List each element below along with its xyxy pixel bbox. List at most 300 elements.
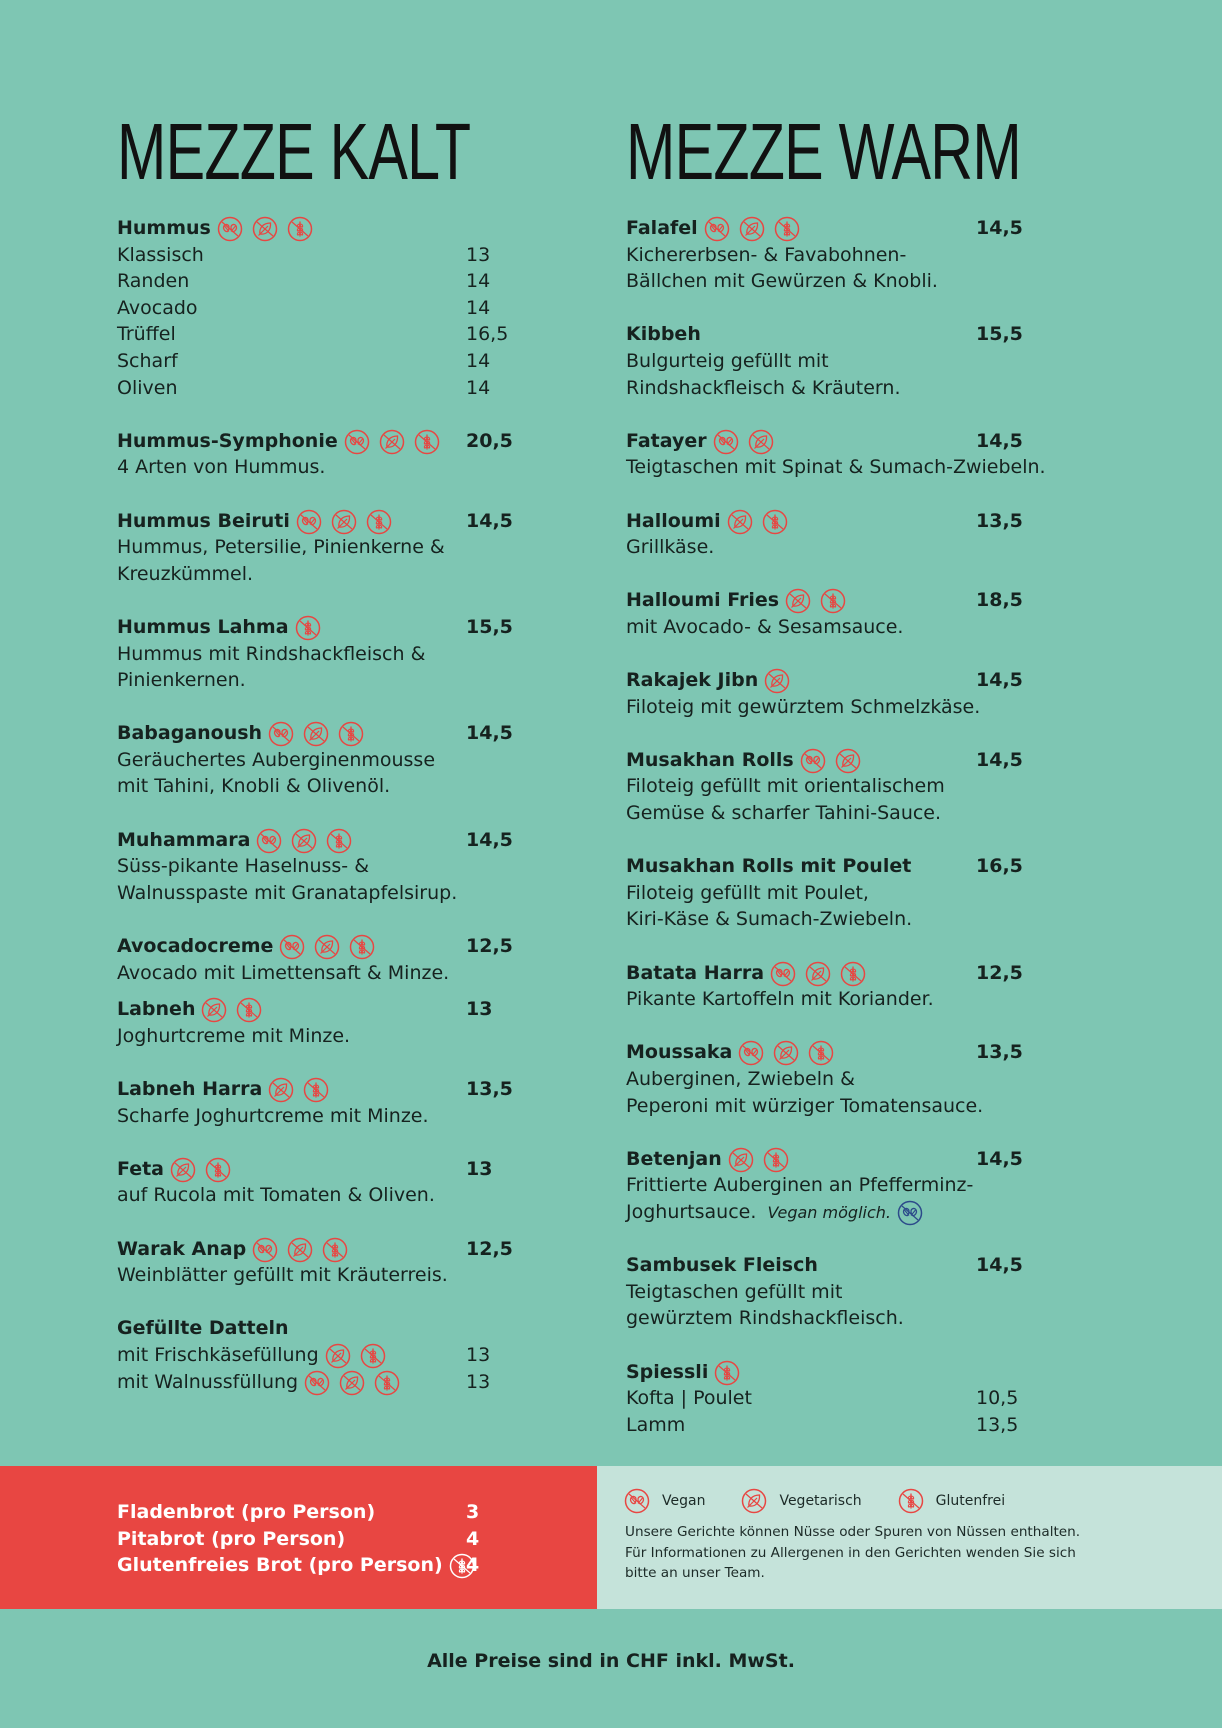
item-price: 14,5	[976, 669, 1023, 692]
item-price: 13	[466, 998, 493, 1021]
allergen-info	[625, 1522, 1205, 1584]
item-name: Falafel	[626, 217, 698, 239]
vegetarian-icon	[773, 1040, 799, 1066]
item-header-row	[626, 1146, 1096, 1173]
variant-label: mit Walnussfüllung	[117, 1370, 299, 1393]
item-price: 20,5	[466, 429, 513, 452]
item-name: Labneh	[117, 998, 196, 1021]
bread-label: Pitabrot (pro Person)	[117, 1527, 346, 1550]
description-line: Hummus, Petersilie, Pinienkerne &	[117, 536, 445, 559]
item-name: Batata Harra	[626, 961, 765, 984]
bread-list	[117, 1499, 567, 1579]
item-variant	[117, 1369, 517, 1396]
item-header-row	[626, 1039, 1096, 1066]
menu-item	[117, 428, 517, 481]
vegan-icon	[296, 509, 322, 535]
item-description	[626, 454, 1096, 481]
item-price: 12,5	[466, 1237, 513, 1260]
vegan-possible-note: Vegan möglich.	[762, 1202, 891, 1222]
variant-label: Scharf	[117, 349, 178, 372]
variant-label: Avocado	[117, 296, 198, 319]
variant-label: Klassisch	[117, 243, 204, 266]
item-price: 18,5	[976, 589, 1023, 612]
item-variant	[117, 1342, 517, 1369]
item-name: Musakhan Rolls mit Poulet	[626, 855, 912, 878]
vegan-icon	[217, 216, 243, 242]
item-description	[117, 853, 517, 880]
description-line: Auberginen, Zwiebeln &	[626, 1068, 855, 1090]
diet-icons	[764, 667, 799, 694]
item-price: 14,5	[466, 722, 513, 745]
gluten-free-icon	[349, 934, 375, 960]
gluten-free-icon	[322, 1237, 348, 1263]
item-name: Avocadocreme	[117, 935, 274, 958]
item-header-row	[117, 1156, 517, 1183]
diet-icons	[704, 215, 809, 242]
variant-label: mit Frischkäsefüllung	[117, 1343, 319, 1366]
vegan-icon	[713, 429, 739, 455]
item-description	[626, 1199, 1096, 1226]
item-price: 14,5	[466, 828, 513, 851]
description-line: 4 Arten von Hummus.	[117, 456, 326, 479]
gluten-free-icon	[303, 1077, 329, 1103]
variant-label: Oliven	[117, 376, 178, 399]
variant-price: 13	[466, 243, 491, 266]
variant-price: 13	[466, 1343, 491, 1366]
vegetarian-icon	[835, 748, 861, 774]
description-line: Rindshackfleisch & Kräutern.	[626, 376, 901, 399]
vegetarian-icon	[331, 509, 357, 535]
item-name: Betenjan	[626, 1147, 722, 1170]
item-header-row	[626, 587, 1096, 614]
diet-icons	[770, 960, 875, 987]
vegan-icon	[800, 748, 826, 774]
vegetarian-icon	[268, 1077, 294, 1103]
diet-icons	[217, 215, 322, 242]
gluten-free-icon	[762, 509, 788, 535]
vegetarian-icon	[785, 588, 811, 614]
variant-price: 13	[466, 1370, 491, 1393]
item-price: 15,5	[466, 615, 513, 638]
item-variant	[117, 321, 517, 348]
item-description	[626, 1066, 1096, 1093]
gluten-free-icon	[808, 1040, 834, 1066]
description-line: Scharfe Joghurtcreme mit Minze.	[117, 1104, 429, 1127]
variant-label: Lamm	[626, 1413, 686, 1436]
legend-keys	[624, 1488, 1041, 1518]
item-description	[626, 614, 1096, 641]
variant-price: 13,5	[976, 1413, 1019, 1436]
allergen-info-line: Für Informationen zu Allergenen in den Gerichten wenden Sie sich	[625, 1544, 1076, 1561]
item-price: 13	[466, 1157, 493, 1180]
item-price: 12,5	[976, 961, 1023, 984]
item-price: 13,5	[976, 509, 1023, 532]
gluten-free-icon	[774, 216, 800, 242]
description-line: Gemüse & scharfer Tahini-Sauce.	[626, 802, 942, 825]
diet-icons	[296, 508, 401, 535]
item-price: 13,5	[976, 1041, 1023, 1064]
item-name: Labneh Harra	[117, 1078, 263, 1100]
gluten-free-icon	[414, 429, 440, 455]
bread-item	[117, 1552, 567, 1579]
diet-icons	[201, 996, 271, 1023]
legend-panel	[597, 1466, 1222, 1609]
item-name: Halloumi Fries	[626, 589, 780, 612]
item-description	[626, 242, 1096, 269]
item-header-row	[626, 428, 1096, 455]
menu-item	[117, 215, 517, 401]
vegetarian-icon	[739, 216, 765, 242]
item-price: 12,5	[466, 935, 513, 958]
diet-icons	[344, 428, 449, 455]
description-line: Joghurtsauce.	[626, 1200, 757, 1223]
menu-item	[626, 1039, 1096, 1119]
section-title-kalt: MEZZE KALT	[117, 107, 471, 196]
item-name: Hummus Beiruti	[117, 509, 290, 532]
item-header-row	[626, 960, 1096, 987]
description-line: Joghurtcreme mit Minze.	[117, 1024, 351, 1047]
legend-key	[898, 1488, 1005, 1514]
diet-icons	[713, 428, 783, 455]
item-description	[117, 747, 517, 774]
gluten-free-icon	[360, 1343, 386, 1369]
item-header-row	[117, 614, 517, 641]
item-description	[626, 986, 1096, 1013]
vegetarian-icon	[291, 828, 317, 854]
menu-item	[626, 960, 1096, 1013]
item-description	[626, 1279, 1096, 1306]
menu-item	[117, 720, 517, 800]
menu-item	[117, 1315, 517, 1395]
description-line: mit Tahini, Knobli & Olivenöl.	[117, 775, 391, 798]
mezze-kalt-column	[117, 107, 517, 1422]
item-header-row	[117, 508, 517, 535]
menu-item	[626, 215, 1096, 295]
menu-item	[626, 853, 1096, 933]
menu-item	[117, 1236, 517, 1289]
item-variant	[117, 242, 517, 269]
description-line: Kichererbsen- & Favabohnen-	[626, 243, 907, 266]
vegetarian-icon	[314, 934, 340, 960]
item-description	[626, 268, 1096, 295]
vegetarian-icon	[727, 509, 753, 535]
bread-price: 4	[466, 1527, 480, 1550]
gluten-free-icon	[714, 1360, 740, 1386]
legend-label: Glutenfrei	[935, 1493, 1006, 1509]
item-description	[626, 880, 1096, 907]
description-line: Avocado mit Limettensaft & Minze.	[117, 961, 450, 984]
menu-item	[626, 508, 1096, 561]
item-header-row	[117, 1076, 517, 1103]
item-name: Kibbeh	[626, 323, 701, 346]
menu-item	[117, 933, 517, 986]
section-title-warm: MEZZE WARM	[626, 107, 1021, 196]
legend-key	[624, 1488, 705, 1514]
item-price: 14,5	[976, 217, 1023, 239]
mezze-warm-column	[626, 107, 1096, 1465]
diet-icons	[785, 587, 855, 614]
vegan-icon	[256, 828, 282, 854]
item-header-row	[626, 853, 1096, 880]
vegan-icon	[704, 216, 730, 242]
item-description	[626, 375, 1096, 402]
menu-item	[117, 827, 517, 907]
description-line: Frittierte Auberginen an Pfefferminz-	[626, 1174, 974, 1197]
vegetarian-icon	[339, 1370, 365, 1396]
vegetarian-icon	[325, 1343, 351, 1369]
item-header-row	[626, 1252, 1096, 1279]
item-description	[626, 800, 1096, 827]
description-line: Filoteig mit gewürztem Schmelzkäse.	[626, 695, 981, 718]
item-description	[117, 454, 517, 481]
gluten-free-icon	[366, 509, 392, 535]
description-line: Bällchen mit Gewürzen & Knobli.	[626, 270, 938, 293]
item-description	[626, 1305, 1096, 1332]
description-line: Filoteig gefüllt mit Poulet,	[626, 881, 869, 904]
vegan-icon	[624, 1488, 650, 1514]
diet-icons	[256, 827, 361, 854]
diet-icons	[727, 508, 797, 535]
item-header-row	[626, 747, 1096, 774]
vegetarian-icon	[764, 668, 790, 694]
item-name: Babaganoush	[117, 722, 263, 745]
description-line: Filoteig gefüllt mit orientalischem	[626, 775, 945, 798]
item-variant	[117, 375, 517, 402]
menu-item	[626, 667, 1096, 720]
item-description	[117, 1023, 517, 1050]
item-description	[117, 1103, 517, 1130]
gluten-free-icon	[338, 721, 364, 747]
variant-price: 14	[466, 296, 491, 319]
menu-item	[117, 996, 517, 1049]
gluten-free-icon	[763, 1147, 789, 1173]
menu-item	[626, 587, 1096, 640]
description-line: Walnusspaste mit Granatapfelsirup.	[117, 881, 458, 904]
menu-item	[626, 428, 1096, 481]
vegetarian-icon	[741, 1488, 767, 1514]
gluten-free-icon	[840, 961, 866, 987]
item-name: Hummus Lahma	[117, 615, 289, 638]
item-name: Musakhan Rolls	[626, 748, 794, 771]
item-description	[117, 534, 517, 561]
vegetarian-icon	[728, 1147, 754, 1173]
vegetarian-icon	[201, 997, 227, 1023]
item-description	[117, 880, 517, 907]
diet-icons	[268, 1076, 338, 1103]
description-line: Kiri-Käse & Sumach-Zwiebeln.	[626, 908, 913, 931]
diet-icons	[728, 1146, 798, 1173]
allergen-info-line: bitte an unser Team.	[625, 1565, 765, 1581]
bread-item	[117, 1499, 567, 1526]
description-line: Teigtaschen mit Spinat & Sumach-Zwiebeln.	[626, 456, 1046, 479]
vegan-icon	[770, 961, 796, 987]
vegan-icon	[738, 1040, 764, 1066]
item-description	[626, 694, 1096, 721]
item-name: Moussaka	[626, 1041, 733, 1064]
menu-items-warm	[626, 215, 1096, 1438]
diet-icons	[170, 1156, 240, 1183]
description-line: Kreuzkümmel.	[117, 562, 254, 585]
gluten-free-icon	[205, 1157, 231, 1183]
description-line: auf Rucola mit Tomaten & Oliven.	[117, 1184, 435, 1207]
description-line: Teigtaschen gefüllt mit	[626, 1280, 843, 1303]
item-description	[117, 641, 517, 668]
menu-item	[117, 1076, 517, 1129]
item-header-row	[117, 215, 517, 242]
vegetarian-icon	[252, 216, 278, 242]
variant-price: 16,5	[466, 323, 509, 346]
item-header-row	[626, 321, 1096, 348]
bread-price: 4	[466, 1554, 480, 1577]
variant-label: Kofta | Poulet	[626, 1387, 752, 1410]
menu-item	[626, 1252, 1096, 1332]
item-description	[117, 667, 517, 694]
gluten-free-icon	[374, 1370, 400, 1396]
bread-panel	[0, 1466, 597, 1609]
legend-key	[741, 1488, 861, 1514]
variant-price: 10,5	[976, 1387, 1019, 1410]
item-description	[626, 906, 1096, 933]
variant-price: 14	[466, 376, 491, 399]
item-header-row	[117, 996, 517, 1023]
item-name: Sambusek Fleisch	[626, 1254, 818, 1277]
item-header-row	[117, 720, 517, 747]
gluten-free-icon	[236, 997, 262, 1023]
item-description	[117, 1182, 517, 1209]
item-header-row	[626, 215, 1096, 242]
vegetarian-icon	[805, 961, 831, 987]
vegan-icon	[344, 429, 370, 455]
item-description	[117, 1262, 517, 1289]
gluten-free-icon	[820, 588, 846, 614]
allergen-info-line: Unsere Gerichte können Nüsse oder Spuren von Nüssen enthalten.	[625, 1524, 1081, 1540]
item-header-row	[626, 1359, 1096, 1386]
gluten-free-icon	[898, 1488, 924, 1514]
description-line: Pinienkernen.	[117, 669, 246, 692]
item-description	[626, 1172, 1096, 1199]
description-line: Bulgurteig gefüllt mit	[626, 349, 829, 372]
item-price: 16,5	[976, 855, 1023, 878]
bread-price: 3	[466, 1501, 480, 1523]
variant-price: 14	[466, 270, 491, 293]
vegetarian-icon	[287, 1237, 313, 1263]
item-price: 14,5	[976, 1254, 1023, 1277]
variant-label: Randen	[117, 270, 190, 293]
item-price: 14,5	[976, 1147, 1023, 1170]
item-name: Warak Anap	[117, 1237, 247, 1260]
item-name: Halloumi	[626, 509, 721, 532]
bread-label: Fladenbrot (pro Person)	[117, 1501, 376, 1523]
vegan-icon	[252, 1237, 278, 1263]
item-description	[626, 534, 1096, 561]
bread-item	[117, 1526, 567, 1553]
item-price: 14,5	[976, 748, 1023, 771]
item-header-row	[117, 827, 517, 854]
menu-item	[626, 747, 1096, 827]
vegan-icon	[279, 934, 305, 960]
menu-item	[117, 1156, 517, 1209]
gluten-free-icon	[287, 216, 313, 242]
item-description	[626, 348, 1096, 375]
variant-label: Trüffel	[117, 323, 176, 346]
item-name: Fatayer	[626, 429, 707, 452]
item-price: 14,5	[466, 509, 513, 532]
description-line: Hummus mit Rindshackfleisch &	[117, 642, 426, 665]
item-variant	[626, 1385, 1096, 1412]
description-line: Grillkäse.	[626, 536, 715, 559]
menu-item	[626, 1146, 1096, 1226]
vegan-possible-icons	[897, 1199, 932, 1226]
item-price: 13,5	[466, 1078, 513, 1100]
item-header-row	[117, 1315, 517, 1342]
variant-price: 14	[466, 349, 491, 372]
description-line: Pikante Kartoffeln mit Koriander.	[626, 988, 934, 1011]
vegetarian-icon	[303, 721, 329, 747]
description-line: Geräuchertes Auberginenmousse	[117, 748, 436, 771]
vegan-icon	[897, 1200, 923, 1226]
vegetarian-icon	[748, 429, 774, 455]
legend-label: Vegan	[662, 1493, 706, 1509]
legend-label: Vegetarisch	[779, 1493, 862, 1509]
item-name: Hummus	[117, 217, 211, 239]
description-line: Weinblätter gefüllt mit Kräuterreis.	[117, 1264, 448, 1287]
item-name: Spiessli	[626, 1360, 709, 1383]
item-description	[117, 773, 517, 800]
item-header-row	[626, 508, 1096, 535]
menu-item	[117, 508, 517, 588]
diet-icons	[304, 1369, 409, 1396]
diet-icons	[295, 614, 330, 641]
item-name: Hummus-Symphonie	[117, 429, 338, 452]
gluten-free-icon	[295, 615, 321, 641]
price-footnote: Alle Preise sind in CHF inkl. MwSt.	[427, 1650, 795, 1672]
description-line: Süss-pikante Haselnuss- &	[117, 855, 370, 878]
item-price: 14,5	[976, 429, 1023, 452]
item-header-row	[117, 933, 517, 960]
diet-icons	[279, 933, 384, 960]
description-line: gewürztem Rindshackfleisch.	[626, 1307, 904, 1330]
item-variant	[117, 268, 517, 295]
menu-items-kalt	[117, 215, 517, 1395]
vegan-icon	[304, 1370, 330, 1396]
diet-icons	[325, 1342, 395, 1369]
item-variant	[626, 1412, 1096, 1439]
item-variant	[117, 348, 517, 375]
item-name: Rakajek Jibn	[626, 669, 759, 692]
vegetarian-icon	[379, 429, 405, 455]
item-header-row	[626, 667, 1096, 694]
menu-item	[626, 321, 1096, 401]
bread-label: Glutenfreies Brot (pro Person)	[117, 1554, 443, 1577]
item-header-row	[117, 428, 517, 455]
vegan-icon	[268, 721, 294, 747]
description-line: mit Avocado- & Sesamsauce.	[626, 615, 904, 638]
vegetarian-icon	[170, 1157, 196, 1183]
item-description	[626, 773, 1096, 800]
item-name: Gefüllte Datteln	[117, 1317, 289, 1340]
menu-item	[626, 1359, 1096, 1439]
item-description	[626, 1093, 1096, 1120]
gluten-free-icon	[326, 828, 352, 854]
diet-icons	[738, 1039, 843, 1066]
item-description	[117, 960, 517, 987]
item-name: Feta	[117, 1157, 164, 1180]
item-variant	[117, 295, 517, 322]
item-price: 15,5	[976, 323, 1023, 346]
item-description	[117, 561, 517, 588]
diet-icons	[714, 1359, 749, 1386]
item-header-row	[117, 1236, 517, 1263]
